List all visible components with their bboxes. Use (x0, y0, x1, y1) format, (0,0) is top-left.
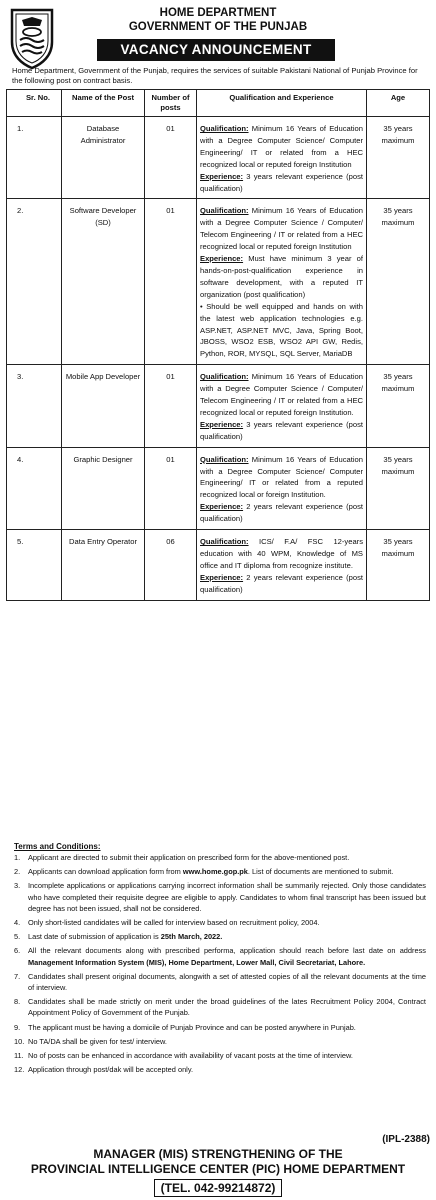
terms-list (14, 852, 426, 1078)
term-text-continued: . List of documents are mentioned to submit. (247, 867, 394, 877)
age-years: 35 years (383, 372, 413, 382)
term-number: 12. (14, 1065, 25, 1075)
qualification-text: Minimum 16 Years of Education with a Degree Computer Science / Computer/ Telecom Engineering / IT or related from a HEC recognized local or reputed foreign Institution. (200, 372, 363, 417)
age-limit: maximum (381, 135, 415, 145)
header-number-of-posts: Number of posts (145, 90, 197, 117)
ipl-code: (IPL-2388) (382, 1134, 430, 1145)
table-row (7, 530, 430, 601)
government-title: GOVERNMENT OF THE PUNJAB (128, 21, 308, 33)
term-emphasis: www.home.gop.pk (182, 867, 248, 877)
age-years: 35 years (383, 454, 413, 464)
qualification-cell (197, 199, 367, 365)
term-item (14, 866, 426, 877)
experience-text: 2 years relevant experience (post qualification) (200, 502, 363, 524)
qualification-cell (197, 365, 367, 447)
sr-no-cell: 3. (7, 365, 62, 447)
term-text: The applicant must be having a domicile of Punjab Province and can be posted anywhere in Punjab. (28, 1022, 356, 1032)
post-name-cell: Software Developer (SD) (62, 199, 145, 365)
age-cell (367, 199, 430, 365)
table-row (7, 199, 430, 365)
age-years: 35 years (383, 124, 413, 133)
header-sr-no: Sr. No. (7, 90, 62, 117)
post-name-cell: Mobile App Developer (62, 365, 145, 447)
age-years: 35 years (383, 537, 413, 547)
term-text: Incomplete applications or applications carrying incorrect information shall be summarily rejected. Only those candidates who have completed their requisite degree are eligible to apply. Candidates to whom final transcript has been issued but degree has not been issued, shall not be considered. (28, 881, 426, 913)
term-text: Only short-listed candidates will be called for interview based on recruitment policy, 2004. (28, 918, 320, 928)
experience-text: 3 years relevant experience (post qualification) (200, 171, 363, 193)
term-number: 7. (14, 971, 21, 981)
term-text: All the relevant documents along with prescribed performa, application should reach before last date on address (28, 946, 426, 956)
term-text: Applicant are directed to submit their application on prescribed form for the above-mentioned post. (28, 853, 350, 862)
sr-no-cell: 1. (7, 117, 62, 199)
footer-line-1: MANAGER (MIS) STRENGTHENING OF THE (93, 1147, 343, 1161)
term-number: 9. (14, 1022, 21, 1032)
experience-text: 2 years relevant experience (post qualification) (200, 572, 363, 594)
header-age: Age (367, 90, 430, 117)
post-count-cell: 01 (145, 447, 197, 529)
age-limit: maximum (381, 384, 415, 394)
sr-no-cell: 4. (7, 447, 62, 529)
term-text: Candidates shall be made strictly on merit under the broad guidelines of the lates Recruitment Policy 2004, Contract Appointment Policy of Government of the Punjab. (28, 997, 426, 1018)
skills-bullet: • Should be well equipped and hands on with the latest web application technologies e.g. ASP.NET, ASP.NET MVC, Java, Spring Boot, JBOSS, WSO2 ESB, WSO2 API GW, Redis, Python, ROR, MYSQL, SQL Server, MariaDB (200, 301, 363, 359)
term-number: 2. (14, 867, 21, 877)
qualification-text: Minimum 16 Years of Education with a Degree Computer Science/ Computer Engineering/ IT or related from a HEC recognized local or reputed foreign Institution (200, 124, 363, 169)
terms-heading: Terms and Conditions: (14, 842, 101, 851)
age-limit: maximum (381, 549, 415, 558)
term-text: Applicants can download application form from (28, 867, 183, 877)
term-item (14, 1064, 426, 1075)
experience-text: 3 years relevant experience (post qualification) (200, 419, 363, 441)
post-name-cell: Data Entry Operator (62, 530, 145, 601)
term-item (14, 931, 426, 942)
table-row (7, 447, 430, 529)
qualification-label: Qualification: (200, 454, 249, 464)
footer-phone-text: (TEL. 042-99214872) (154, 1179, 283, 1197)
sr-no-cell: 5. (7, 530, 62, 601)
post-count-cell: 01 (145, 117, 197, 199)
qualification-cell (197, 530, 367, 601)
term-text: Last date of submission of application is (28, 932, 161, 942)
term-item (14, 852, 426, 863)
term-number: 8. (14, 997, 21, 1007)
post-name-cell: Database Administrator (62, 117, 145, 199)
term-number: 4. (14, 918, 21, 928)
table-row (7, 117, 430, 199)
qualification-text: ICS/ F.A/ FSC 12-years education with 40 WPM, Knowledge of MS office and IT diploma from recognize institute. (200, 537, 363, 570)
term-number: 5. (14, 932, 21, 942)
term-item (14, 917, 426, 928)
term-number: 1. (14, 853, 21, 862)
age-years: 35 years (383, 206, 413, 216)
experience-label: Experience: (200, 254, 244, 264)
qualification-cell (197, 117, 367, 199)
term-text: Application through post/dak will be accepted only. (28, 1065, 194, 1075)
qualification-text: Minimum 16 Years of Education with a Degree Computer Science/ Computer Engineering/ IT or related from a reputed recognized local or foreign Institution. (200, 454, 363, 500)
age-limit: maximum (381, 218, 415, 228)
experience-label: Experience: (200, 572, 244, 582)
header-qualification: Qualification and Experience (197, 90, 367, 117)
experience-label: Experience: (200, 171, 244, 181)
department-title: HOME DEPARTMENT (159, 7, 277, 19)
post-name-cell: Graphic Designer (62, 447, 145, 529)
vacancy-table (6, 89, 430, 601)
term-number: 10. (14, 1036, 25, 1046)
qualification-label: Qualification: (200, 206, 249, 216)
term-item (14, 945, 426, 967)
term-number: 6. (14, 946, 21, 956)
header-post-name: Name of the Post (62, 90, 145, 117)
age-cell (367, 530, 430, 601)
age-cell (367, 447, 430, 529)
term-number: 3. (14, 881, 21, 891)
footer-phone (0, 1179, 436, 1197)
table-header-row (7, 90, 430, 117)
term-number: 11. (14, 1051, 24, 1061)
post-count-cell: 01 (145, 365, 197, 447)
term-text: Candidates shall present original documents, alongwith a set of attested copies of all the relevant documents at the time of interview. (28, 971, 426, 993)
term-text: No TA/DA shall be given for test/ interview. (28, 1036, 167, 1046)
term-text: No of posts can be enhanced in accordance with availability of vacant posts at the time of interview. (28, 1051, 353, 1061)
qualification-cell (197, 447, 367, 529)
sr-no-cell: 2. (7, 199, 62, 365)
age-cell (367, 117, 430, 199)
term-item (14, 996, 426, 1018)
post-count-cell: 01 (145, 199, 197, 365)
term-item (14, 880, 426, 914)
table-row (7, 365, 430, 447)
term-emphasis: 25th March, 2022. (160, 932, 223, 942)
term-emphasis: Management Information System (MIS), Home Department, Lower Mall, Civil Secretariat, Lahore. (28, 957, 366, 967)
experience-label: Experience: (200, 419, 244, 429)
experience-label: Experience: (200, 502, 244, 512)
term-item (14, 1050, 426, 1061)
qualification-label: Qualification: (200, 372, 249, 382)
qualification-text: Minimum 16 Years of Education with a Degree Computer Science / Computer/ Telecom Engineering / IT or related from a HEC recognized local or reputed foreign Institution (200, 206, 363, 252)
term-item (14, 1022, 426, 1033)
age-cell (367, 365, 430, 447)
age-limit: maximum (381, 466, 415, 476)
post-count-cell: 06 (145, 530, 197, 601)
intro-paragraph: Home Department, Government of the Punjab, requires the services of suitable Pakistani National of Punjab Province for the following post on contract basis. (12, 66, 418, 85)
term-item (14, 1036, 426, 1047)
vacancy-banner: VACANCY ANNOUNCEMENT (97, 39, 335, 61)
experience-text: Must have minimum 3 year of hands-on-post-qualification experience in software development, with a reputed IT organization (post qualification) (200, 254, 363, 299)
qualification-label: Qualification: (200, 124, 249, 133)
term-item (14, 971, 426, 993)
qualification-label: Qualification: (200, 537, 249, 547)
footer-line-2: PROVINCIAL INTELLIGENCE CENTER (PIC) HOME DEPARTMENT (30, 1162, 406, 1176)
